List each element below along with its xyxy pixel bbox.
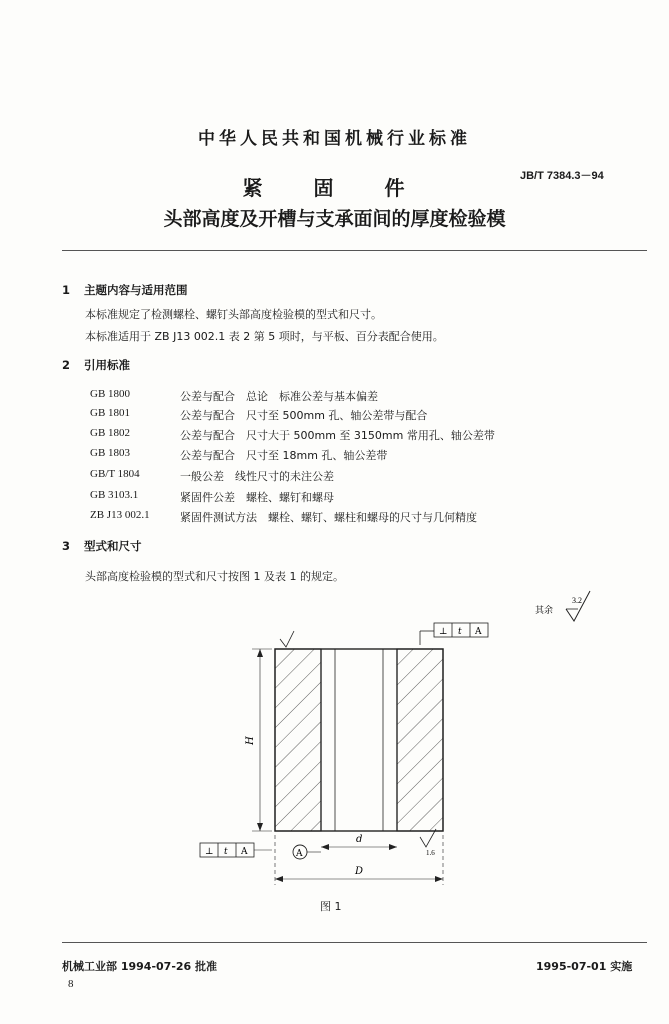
reference-title: 公差与配合 总论 标准公差与基本偏差 bbox=[180, 390, 378, 403]
svg-text:H: H bbox=[245, 736, 256, 745]
svg-text:⊥: ⊥ bbox=[205, 847, 214, 857]
reference-code: GB/T 1804 bbox=[90, 468, 140, 480]
section-number: 2 bbox=[62, 358, 71, 372]
svg-text:d: d bbox=[356, 834, 363, 845]
section-2-heading bbox=[62, 357, 130, 373]
header-divider bbox=[62, 250, 647, 251]
approval-date: 机械工业部 1994-07-26 批准 bbox=[62, 960, 218, 973]
svg-text:A: A bbox=[475, 627, 482, 637]
section-1-para-1: 本标准规定了检测螺栓、螺钉头部高度检验模的型式和尺寸。 bbox=[85, 308, 382, 321]
roughness-label: 其余 bbox=[535, 606, 554, 616]
svg-text:⊥: ⊥ bbox=[439, 627, 448, 637]
svg-text:D: D bbox=[355, 866, 364, 877]
reference-title: 紧固件公差 螺栓、螺钉和螺母 bbox=[180, 491, 334, 504]
document-title-main: 紧 固 件 bbox=[242, 176, 427, 200]
reference-title: 一般公差 线性尺寸的未注公差 bbox=[180, 470, 334, 483]
section-title: 引用标准 bbox=[84, 358, 130, 372]
gauge-body bbox=[275, 649, 443, 831]
reference-code: GB 1803 bbox=[90, 447, 131, 459]
reference-code: ZB J13 002.1 bbox=[90, 509, 150, 521]
effective-date: 1995-07-01 实施 bbox=[536, 960, 633, 973]
reference-code: GB 1800 bbox=[90, 388, 131, 400]
roughness-value: 3.2 bbox=[572, 596, 582, 605]
reference-title: 紧固件测试方法 螺栓、螺钉、螺柱和螺母的尺寸与几何精度 bbox=[180, 511, 477, 524]
roughness-inner-value: 1.6 bbox=[426, 849, 435, 857]
standard-org-title: 中华人民共和国机械行业标准 bbox=[198, 129, 471, 149]
reference-code: GB 1802 bbox=[90, 427, 131, 439]
figure-1-drawing bbox=[180, 585, 620, 905]
svg-text:t: t bbox=[458, 627, 462, 637]
footer-divider bbox=[62, 942, 647, 943]
section-3-para-1: 头部高度检验模的型式和尺寸按图 1 及表 1 的规定。 bbox=[85, 570, 344, 583]
reference-title: 公差与配合 尺寸至 500mm 孔、轴公差带与配合 bbox=[180, 409, 428, 422]
section-title: 主题内容与适用范围 bbox=[84, 283, 188, 297]
document-title-sub: 头部高度及开槽与支承面间的厚度检验模 bbox=[163, 208, 506, 230]
tolerance-frame-top bbox=[420, 623, 488, 645]
reference-title: 公差与配合 尺寸大于 500mm 至 3150mm 常用孔、轴公差带 bbox=[180, 429, 495, 442]
dimension-d bbox=[293, 834, 397, 859]
standard-number: JB/T 7384.3－94 bbox=[520, 170, 604, 182]
roughness-icon bbox=[280, 631, 294, 647]
reference-code: GB 1801 bbox=[90, 407, 131, 419]
reference-title: 公差与配合 尺寸至 18mm 孔、轴公差带 bbox=[180, 449, 388, 462]
section-1-para-2: 本标准适用于 ZB J13 002.1 表 2 第 5 项时，与平板、百分表配合使用。 bbox=[85, 330, 444, 343]
dimension-H bbox=[245, 649, 272, 831]
roughness-icon bbox=[420, 829, 436, 847]
section-number: 3 bbox=[62, 539, 71, 553]
section-3-heading bbox=[62, 538, 142, 554]
section-number: 1 bbox=[62, 283, 71, 297]
page-number: 8 bbox=[68, 978, 74, 990]
reference-code: GB 3103.1 bbox=[90, 489, 139, 501]
figure-caption: 图 1 bbox=[320, 900, 342, 913]
svg-text:A: A bbox=[241, 847, 248, 857]
svg-text:A: A bbox=[296, 849, 303, 859]
section-title: 型式和尺寸 bbox=[84, 539, 142, 553]
section-1-heading bbox=[62, 282, 188, 298]
svg-text:t: t bbox=[224, 847, 228, 857]
tolerance-frame-left bbox=[200, 843, 272, 857]
